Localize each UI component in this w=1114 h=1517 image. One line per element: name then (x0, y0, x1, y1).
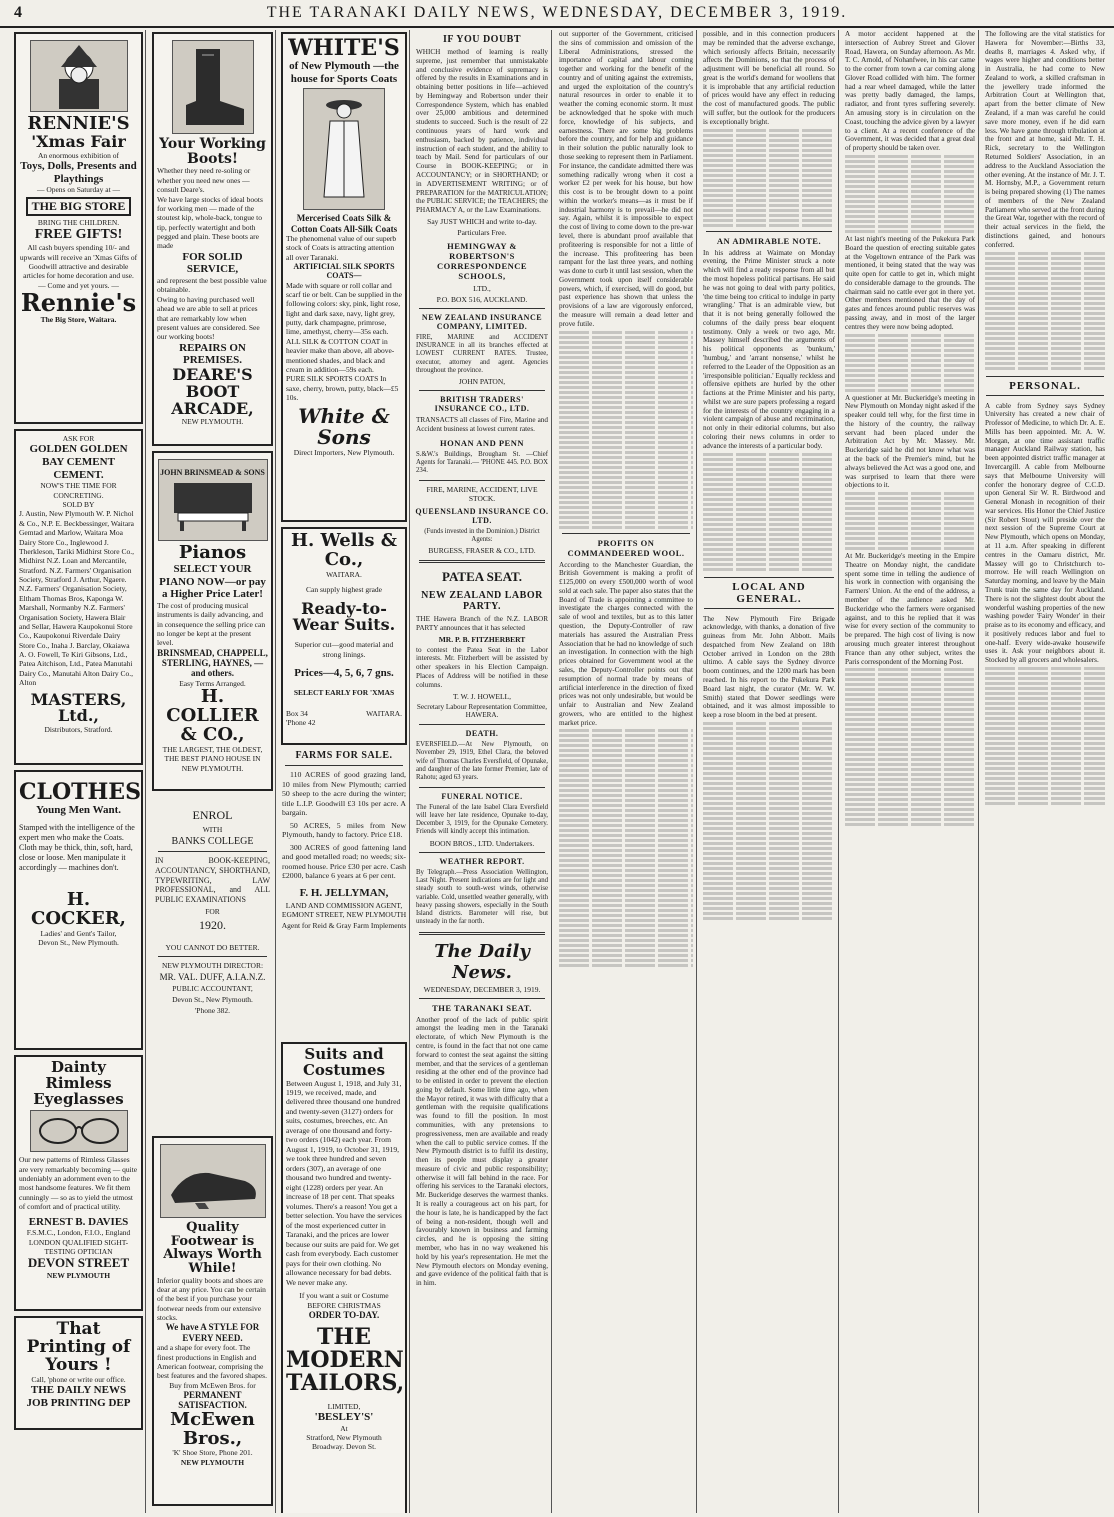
leader-title: THE TARANAKI SEAT. (432, 1002, 532, 1013)
doubt-title: IF YOU DOUBT (442, 34, 522, 45)
mcewen-perm: PERMANENT SATISFACTION. (178, 1390, 247, 1411)
page-number: 4 (14, 4, 22, 21)
deare-title: Your Working Boots! (159, 136, 266, 167)
enrol-with: WITH (202, 825, 223, 834)
davies-qual2: LONDON QUALIFIED SIGHT-TESTING OPTICIAN (28, 1237, 129, 1256)
leader-text: Another proof of the lack of public spirit amongst the leading men in the Taranaki electorate, of which New Plymouth is the centre, is found in the fact that not one came forward to contest the seat against the sitting member, and that the services of a gentleman residing at the other end of the province had to be enlisted in order to prevent the election going by default. Some little time ago, when the Mayor retired, it was with difficulty that a gentleman with the requisite qualifications was found to fill the position. In most communities, with any pretensions to progressiveness, men are available and ready when the call to public service comes. If the New Plymouth district is to fulfil its destiny, then its people must display a greater measure of civic and public responsibility; otherwise it will fall behind in the race. For offering his services to the Taranaki electors, Mr. Buckeridge deserves the warmest thanks. It is really a courageous act on his part, for the hour is late, he is handicapped by the fact of being a non-resident, though well and favourably known in business and farming circles, and he is opposing the sitting member, who has in no way weakened his hold by his year's representation. He met the New Plymouth electors on Monday evening, and gave evidence of the political faith that is in him. (416, 1015, 548, 1288)
patea-cand: MR. P. B. FITZHERBERT (438, 634, 526, 644)
q-ins-text: (Funds invested in the Dominion.) District Agents: (424, 527, 540, 543)
enrol-title: ENROL (192, 808, 233, 822)
duff-phone: 'Phone 382. (194, 1005, 231, 1015)
tailors-foot1: Stratford, New Plymouth (306, 1432, 382, 1442)
pianos-heading: Pianos (178, 542, 247, 563)
white-coats: Mercerised Coats Silk & Cotton Coats All-Silk Coats (290, 213, 398, 234)
wells-supply: Can supply highest grade (305, 585, 383, 595)
white-art: ARTIFICIAL SILK SPORTS COATS— (293, 262, 395, 281)
daily-news-nameplate: The Daily News. (434, 940, 530, 983)
piano-makers: BRINSMEAD, CHAPPELL, STERLING, HAYNES, — and others. (157, 647, 268, 679)
white-pure: PURE SILK SPORTS COATS In saxe, cherry, brown, putty, black—£5 10s. (286, 374, 399, 403)
duff-addr: Devon St., New Plymouth. (172, 994, 253, 1004)
white-allsilk: ALL SILK & COTTON COAT in heavier make than above, all above-mentioned shades, and black and cream in addition—59s each. (286, 336, 395, 374)
davies-name: ERNEST B. DAVIES (28, 1215, 129, 1228)
piano-terms: Easy Terms Arranged. (179, 678, 246, 688)
bt-ins-name: BRITISH TRADERS' INSURANCE CO., LTD. (434, 395, 530, 414)
tailors-foot2: Broadway. Devon St. (311, 1442, 377, 1452)
note-heading: AN ADMIRABLE NOTE. (716, 235, 822, 246)
newspaper-title: THE TARANAKI DAILY NEWS, WEDNESDAY, DECEMBER 3, 1919. (266, 4, 848, 21)
doubt-firm: HEMINGWAY & ROBERTSON'S CORRESPONDENCE SCHOOLS, (436, 240, 528, 281)
park-board-text: At last night's meeting of the Pukekura Park Board the question of erecting suitable gates at the Vogeltown entrance of the Park was mentioned, it being stated that the way was quite open for cattle to get in, which might do considerable damage to the grounds. The chairman said no cattle ever got in there yet. Other members mentioned that the day of gates and fences around public reserves was passing away, and in most of the larger centres they were now being adopted. (845, 234, 975, 331)
nz-ins-text: FIRE, MARINE and ACCIDENT INSURANCE in all its branches effected at LOWEST CURRENT RATES. Trustee, executor, attorney and agent. Agencies throughout the province. (416, 333, 548, 374)
patea-sig2: Secretary Labour Representation Committee, HAWERA. (416, 702, 548, 720)
nz-ins-agent: JOHN PATON, (458, 377, 506, 387)
collier-name: H. COLLIER & CO., (166, 686, 259, 745)
bt-ins-addr: S.&W.'s Buildings, Brougham St. —Chief Agents for Taranaki.— 'PHONE 445. P.O. BOX 234. (416, 450, 548, 475)
jellyman-role: LAND AND COMMISSION AGENT, EGMONT STREET, NEW PLYMOUTH (281, 900, 407, 919)
arbitration-text: A questioner at Mr. Buckeridge's meeting in New Plymouth on Monday night asked if the speaker could tell why, for the first time in the history of the country, the railway servant had been placed under the Arbitration Act by Mr. Massey. Mr. Buckeridge said he did not know what was at the back of the Premier's mind, but he always believed the Act was a good one, and was surprised to learn that there were objections to it. (845, 393, 975, 490)
deare-text2: We have large stocks of ideal boots for working men — made of the stoutest kip, whole-back, tongue to tip, perfectly watertight and both pegged and plain. These boots are made (157, 194, 263, 251)
deare-town: NEW PLYMOUTH. (181, 417, 244, 427)
deare-ad (152, 32, 273, 446)
local-col7-text: A motor accident happened at the intersection of Aubrey Street and Glover Road, Hawera, on Sunday afternoon. As Mr. T. C. Arnold, of Nohanfwee, in his car came to the corner from town a car coming along Glover Road collided with him. The former had a rear wheel damaged, while the latter was pretty badly damaged, the lamps, radiator, and front tyres suffering severely. An amusing story is in circulation on the Coast, touching the advice given by a lawyer to a client. At a recent conference of the Government, it was decided that a great deal of property should be taken over. (845, 30, 975, 153)
farms-title: FARMS FOR SALE. (295, 750, 393, 761)
printing-dept: JOB PRINTING DEP (26, 1396, 131, 1409)
cement-now: NOW'S THE TIME FOR CONCRETING. (40, 481, 117, 500)
davies-town: NEW PLYMOUTH (46, 1271, 111, 1281)
white-ad (281, 32, 407, 522)
white-title: WHITE'S (288, 35, 400, 61)
bt-ins-agent: HONAN AND PENN (440, 437, 524, 448)
davies-street: DEVON STREET (27, 1255, 130, 1271)
deare-repairs: REPAIRS ON PREMISES. (179, 341, 246, 367)
piano-illustration (158, 459, 268, 541)
wells-phone: 'Phone 42 (286, 718, 316, 728)
sports-coat-illustration (303, 88, 385, 210)
mcewen-style: We have A STYLE FOR EVERY NEED. (165, 1322, 260, 1343)
death-heading: DEATH. (465, 729, 499, 739)
duff-role: PUBLIC ACCOUNTANT, (172, 983, 253, 993)
wells-prices: Prices—4, 5, 6, 7 gns. (294, 666, 394, 679)
suits-text: Between August 1, 1918, and July 31, 1919, we received, made, and delivered three thousand one hundred and twenty-seven (3127) orders for suits, costumes, breeches, etc. An average of one thousand and forty-two orders (1042) each year. From August 1, 1919, to October 31, 1919, we took three hundred and seven orders (307), an average of one thousand two hundred and twenty-eight (1228) orders per year. An increase of 18 per cent. That speaks volumes. There's a reason! You get a better selection. You have the services of the most experienced cutter in Taranaki, and the prices are lower because our suits are paid for. We get cash from everybody. Each customer pays for their own clothing. No allowance necessary for bad debts. We never make any. (286, 1078, 402, 1287)
rennie-name: Rennie's (20, 288, 137, 318)
deare-text3: and represent the best possible value obtainable. (157, 276, 267, 295)
cocker-role: Ladies' and Gent's Tailor, (40, 928, 117, 938)
mcewen-text: Inferior quality boots and shoes are dear at any price. You can be certain of the best if you purchase your footwear needs from our extensive stocks. (157, 1275, 266, 1323)
eyeglass-title: Dainty Rimless Eyeglasses (33, 1058, 124, 1108)
eyeglass-text: Our new patterns of Rimless Glasses are very remarkably becoming — quite undeniably an adornment even to the most handsome features. We fit them cunningly — so as to yield the utmost of comfort and of practical utility. (19, 1155, 138, 1212)
leader-date: WEDNESDAY, DECEMBER 3, 1919. (423, 984, 541, 994)
funeral-heading: FUNERAL NOTICE. (441, 791, 523, 801)
wool-text: According to the Manchester Guardian, the British Government is making a profit of £125,000 on every £500,000 worth of wool sold at each sale. The paper also states that the Board of Trade is appointing a committee to investigate the charges connected with the sale of wool and textiles, but as to this latter question, the Deputy-Controller of raw materials has assured the Australian Press Association that he had no knowledge of such an investigation. In connection with the high prices obtained for Government wool at the sales, the Deputy-Controller points out that resumption of normal trade by means of artificial interference in the direction of fixed prices was not only undesirable, but would be unfair to Australian and New Zealand growers, who are entitled to the highest market price. (559, 560, 693, 727)
working-boot-illustration (172, 40, 254, 134)
tailors-ltd: LIMITED, (327, 1401, 361, 1411)
column-1 (12, 30, 146, 1513)
funeral-notice: The Funeral of the late Isabel Clara Eversfield will leave her late residence, Opunake to-day, December 3, 1919, for the Opunake Cemetery. Friends will kindly accept this intimation. (416, 803, 548, 836)
printing-paper: THE DAILY NEWS (30, 1383, 127, 1396)
brinsmead-sign: JOHN BRINSMEAD & SONS (160, 467, 265, 477)
deare-text4: Owing to having purchased well ahead we are able to sell at prices that are remarkably low when present values are considered. See our working boots! (157, 294, 260, 342)
collier-tag: THE LARGEST, THE OLDEST, THE BEST PIANO HOUSE IN NEW PLYMOUTH. (162, 744, 263, 773)
cement-product: GOLDEN GOLDEN BAY CEMENT CEMENT. (29, 443, 128, 481)
masters-name: MASTERS, Ltd., (30, 689, 127, 726)
rennie-bring: BRING THE CHILDREN. (37, 217, 120, 227)
duff-name: MR. VAL. DUFF, A.I.A.N.Z. (159, 971, 266, 982)
wells-select: SELECT EARLY FOR 'XMAS (293, 687, 395, 697)
enrol-college: BANKS COLLEGE (171, 836, 254, 847)
rennie-foot: The Big Store, Waitara. (40, 315, 117, 325)
white-text: The phenomenal value of our superb stock of Coats is attracting attention all over Taranaki. (286, 234, 397, 262)
mcewen-shop: 'K' Shoe Store, Phone 201. (172, 1448, 253, 1458)
brinsmead-ad (152, 451, 273, 791)
weather-report: By Telegraph.—Press Association Wellington, Last Night. Present indications are for light and steady south to south-west winds, otherwise variable. Cold, unsettled weather generally, with heavy passing showers, especially in the South Island districts. Barometer will rise, but unsteady in the far north. (416, 868, 548, 926)
column-5 (556, 30, 697, 1513)
patea-sig: T. W. J. HOWELL, (453, 691, 511, 701)
rennie-opens: — Opens on Saturday at — (36, 185, 121, 195)
note-text: In his address at Waimate on Monday evening, the Prime Minister struck a note which will find a ready response from all but the most hopeless political partisans. He said he was not going to deal with party politics, 'the time being too critical to indulge in party wrangling.' That is an admirable view, but that it is not being generally followed the columns of the daily press bear eloquent testimony. Only a week or two ago, Mr. Massey himself described the arguments of his political opponents as 'bunkum,' 'humbug,' and 'arrant nonsense,' whilst he referred to the Leader of the Opposition as an 'irresponsible politician.' Equally reckless and offensive epithets are hurled by the other factions at the Prime Minister and his party, whilst we are sure papers professing a regard for the interests of the country engaging in a violent campaign of abuse and recrimination, not only in their editorial columns, but also coloring their news columns in order to advance the interests of a particular body. (703, 248, 835, 450)
wool-continued: possible, and in this connection producers may be reminded that the adverse exchange, which seriously affects Britain, necessarily affects the Dominions, so that the process of adjustment will be beneficial all round. So great is the world's demand for woollens that it is improbable that any artificial reduction of prices would have any effect in reducing the cost of manufactured goods. The public will suffer, but the outlook for the producers is exceptionally bright. (703, 30, 835, 126)
farm-1: 110 ACRES of good grazing land, 10 miles from New Plymouth; carried 50 sheep to the acre during the winter; title L.I.P. Goodwill £3 10s per acre. A bargain. (282, 770, 406, 817)
patea-text2: to contest the Patea Seat in the Labor interests. Mr. Fitzherbert will be assisted by other speakers in his Election Campaign. Places of Address will be notified in these columns. (416, 645, 548, 689)
clothes-ad (14, 770, 143, 1050)
cement-ask: ASK FOR (62, 434, 95, 443)
white-sub: of New Plymouth —the house for Sports Coats (289, 60, 399, 85)
printing-ad (14, 1316, 143, 1430)
q-ins-classes: FIRE, MARINE, ACCIDENT, LIVE STOCK. (426, 484, 538, 503)
column-2 (150, 30, 276, 1513)
rennie-title: RENNIE'S (27, 113, 130, 134)
wells-text: Superior cut—good material and strong linings. (294, 640, 394, 659)
printing-call: Call, 'phone or write our office. (31, 1374, 126, 1384)
personal-heading: PERSONAL. (986, 376, 1104, 396)
deare-text1: Whether they need re-soling or whether you need new ones — consult Deare's. (157, 166, 251, 195)
local-general-heading: LOCAL AND GENERAL. (704, 577, 834, 609)
doubt-addr: P.O. BOX 516, AUCKLAND. (436, 294, 528, 304)
column-4 (413, 30, 552, 1513)
q-ins-name: QUEENSLAND INSURANCE CO. LTD. (415, 506, 549, 525)
tailors-besley: 'BESLEY'S' (314, 1410, 374, 1423)
patea-sub: NEW ZEALAND LABOR PARTY. (421, 590, 543, 613)
enrol-notice (150, 796, 275, 1134)
vital-statistics-text: The following are the vital statistics for Hawera for November:—Births 33, deaths 8, marriages 4. Asked why, if wages were higher and conditions better in Australia, he had come to New Zealand to work, a skilled craftsman in the jewellery trade informed the Arbitration Court at Wellington that, apart from the better climate of New Zealand, if a man was careful he could save more money, even if he did earn less. We have gone through tribulation at the front and at home, said Mr. T. H. Rick, secretary to the Wellington Returned Soldiers' Association, in an address to the Auckland Association the other evening. At the instance of Mr. J. T. M. Hornsby, M.P., a Government return is being prepared showing (1) The names of members of the New Zealand Parliament who served at the front during the Great War, together with the record of their actual services in the field, the distinctions gained, and honours conferred. (985, 30, 1105, 249)
personal-text: A cable from Sydney says Sydney University has created a new chair of Professor of Medicine, to which Dr. A. E. Mills has been appointed. Mr. A. W. Morgan, at one time assistant traffic manager Auckland Railway station, has been appointed district traffic manager at Invercargill. A cable from Melbourne says that Melbourne University will confer the honorary degree of C.C.D. upon General Sir W. R. Birdwood and General Monash in recognition of their war services. His Honor the Chief Justice (Sir Robert Stout) will preside over the next session of the Supreme Court at New Plymouth, which opens on Monday, at 11 a.m. After speaking in different centres in the Oamaru district, Mr. Massey will go to Christchurch to-morrow. He will reach Wellington on Saturday morning, and leave by the Main Trunk train the same day for Auckland. There is not the slightest doubt about the wonderful washing properties of the new washing powder 'Fairy Wonder' in their praise as to its economy and efficacy, and it positively reduces labor and fuel to one-half. Every wide-awake housewife uses it. Ask your neighbors about it. Stocked by all grocers and wholesalers. (985, 401, 1105, 665)
doubt-text: WHICH method of learning is really supreme, just remember that unmistakable and conclusive evidence of supremacy is offered by the results in Examinations and in obtaining better positions in life—achieved by Hemingway and Robertson under their Correspondence System, which has enabled over 25,000 ambitious and determined students to succeed. Such is the result of 22 continuous years of hard work and enthusiasm, backed by patience, individual instruction of each student, and the ability to teach by Mail. Send for particulars of our Course in BOOK-KEEPING; or in ACCOUNTANCY; or in SHORTHAND; or in ADVERTISEMENT WRITING; or of PREPARATION for the MATRICULATION; the PUBLIC SERVICE; the TEACHERS; the PHARMACY A, or the Law Examinations. (416, 48, 548, 215)
patea-title: PATEA SEAT. (442, 569, 522, 585)
farms-notice (279, 750, 409, 1040)
modern-tailors-name: THE MODERN TAILORS, (286, 1324, 405, 1397)
wells-name: H. Wells & Co., (290, 530, 398, 570)
big-store-label: THE BIG STORE (26, 197, 132, 216)
wells-town: WAITARA. (326, 569, 362, 579)
column-6 (700, 30, 839, 1513)
masthead (0, 0, 1114, 28)
column-7 (842, 30, 979, 1513)
enrol-cannot: YOU CANNOT DO BETTER. (165, 942, 260, 952)
local-text: The New Plymouth Fire Brigade acknowledge, with thanks, a donation of five guineas from Mr. John Abbott. Mails despatched from New Zealand on 18th October arrived in London on the 28th ultimo. A cable says the Sydney divorce boom continues, and the 1200 mark has been reached. In his report to the Pukekura Park Board last night, the curator (Mr. W. W. Smith) stated that Dower seedlings were obtained, and it was almost impossible to keep a rose bloom in the bed at present. (703, 614, 835, 720)
death-notice: EVERSFIELD.—At New Plymouth, on November 29, 1919, Ethel Clara, the beloved wife of Thomas Charles Eversfield, of Opunake, and daughter of the late former Premier, late of Rahotu; aged 63 years. (416, 741, 548, 782)
mcewen-ad (152, 1136, 273, 1506)
mcewen-name: McEwen Bros., (170, 1408, 255, 1449)
enrol-text: IN BOOK-KEEPING, ACCOUNTANCY, SHORTHAND, TYPEWRITING, LAW PROFESSIONAL, and ALL PUBLIC EXAMINATIONS (155, 856, 270, 904)
eyeglasses-illustration (30, 1110, 128, 1152)
buckeridge-meeting-text: At Mr. Buckeridge's meeting in the Empire Theatre on Monday night, the candidate spent some time in telling the audience of his work in connection with organising the Farmers' Union. At the end of the address, a member of the audience asked Mr. Buckeridge who the farmers were organised against, and to this he replied that it was wise for every section of the community to be prepared. The high cost of living is now arousing much greater interest throughout France than any other subject, writes the Paris correspondent of the Morning Post. (845, 552, 975, 666)
enrol-year: 1920. (199, 917, 226, 932)
leader-continued: out supporter of the Government, criticised the sins of commission and omission of the Liberal Administrations, stressed the importance of capital and labour coming together and working for the benefit of the country and of uniting against the extremists, and urged the exploitation of the country's natural resources in order to enable it to weather the coming economic storm. It must be acknowledged that he spoke with much force, knowledge of his subjects, and earnestness. There are some big problems before the country, and for help and guidance in their solution the public naturally look to those seeking to represent them in Parliament. For instance, the candidate admitted there was something radically wrong when it cost a worker £2 per week for his house, but how this cost is to be brought down to a point within the worker's means—as it must be if industrial harmony is to prevail—he did not say. Again, whilst it is impossible to expect the cost of living to come down to the pre-war level, there is abundant proof available that profiteering is responsible for not a little of the increase. This profiteering has been rampant for the last three years, and nothing was done to curb it until last session, when the Government took upon itself considerable powers, which, if exercised, will do good, but past experience has shown that unless the provisions of a law are vigorously enforced, the measure will remain a dead letter and prove futile. (559, 30, 693, 328)
mcewen-town: NEW PLYMOUTH (180, 1457, 245, 1467)
santa-illustration (30, 40, 128, 112)
bt-ins-text: TRANSACTS all classes of Fire, Marine and Accident business at lowest current rates. (416, 416, 548, 434)
weather-heading: WEATHER REPORT. (439, 856, 525, 866)
rennie-ad (14, 32, 143, 424)
wells-ad (281, 527, 407, 745)
clothes-text: Stamped with the intelligence of the expert men who make the Coats. Cloth may be thick, thin, soft, hard, close or loose. Men manipulate it accordingly — machines don't. (19, 822, 135, 872)
enrol-director: NEW PLYMOUTH DIRECTOR: (161, 960, 264, 970)
masters-dist: Distributors, Stratford. (44, 725, 113, 735)
enrol-for: FOR (205, 906, 220, 916)
piano-select: SELECT YOUR PIANO NOW—or pay a Higher Price Later! (159, 562, 266, 601)
q-ins-agent: BURGESS, FRASER & CO., LTD. (428, 546, 536, 556)
cocker-name: H. COCKER, (31, 888, 126, 929)
suits-order2: ORDER TO-DAY. (308, 1309, 380, 1320)
modern-tailors-ad (281, 1042, 407, 1513)
suits-order: If you want a suit or Costume BEFORE CHRISTMAS (299, 1291, 389, 1310)
shoe-illustration (160, 1144, 266, 1218)
mcewen-title: Quality Footwear is Always Worth While! (163, 1220, 262, 1276)
mcewen-text2: and a shape for every foot. The finest productions in English and American footwear, comprising the best features and the favored shapes. (157, 1343, 267, 1381)
farm-2: 50 ACRES, 5 miles from New Plymouth, handy to factory. Price £18. (282, 820, 406, 839)
white-foot: Direct Importers, New Plymouth. (293, 448, 395, 458)
cement-stockists: J. Austin, New Plymouth W. P. Nichol & Co., N.P. E. Beckbessinger, Waitara Gemtad and Marlow, Waitara Moa Dairy Store Co., Inglewood J. Therkleson, Tariki Midhirst Store Co., Midhirst N.Z. Loan and Mercantile, Stratford. N.Z. Farmers' Organisation Society, Stratford J. Arthur, Ngaere. N.Z. Farmers' Organisation Society, Eltham Thomas Bros, Kaponga W. Marshall, Normanby N.Z. Farmers' Organisation Society, Hawera Blair and Sellar, Hawera Kaupokonui Store Co., Kaupokonui Riverdale Dairy Store Co., Inaha J. Barclay, Okaiawa A. O. Fowell, Te Kiri Gibsons, Ltd., Patea Aitchison, Ltd., Patea Manutahi Dairy Co., Manutahi Alton Dairy Co., Alton (19, 509, 134, 688)
doubt-partic: Particulars Free. (457, 227, 507, 237)
column-8 (982, 30, 1108, 1513)
white-name: White & Sons (298, 404, 390, 450)
suits-title: Suits and Costumes (302, 1045, 386, 1079)
wells-town2: WAITARA. (366, 708, 402, 718)
eyeglass-ad (14, 1055, 143, 1311)
deare-name: DEARE'S BOOT ARCADE, (171, 364, 254, 418)
mcewen-buy: Buy from McEwen Bros. for (169, 1380, 256, 1390)
rennie-goods: Toys, Dolls, Presents and Playthings (20, 160, 137, 185)
wells-box: Box 34 (286, 708, 308, 718)
jellyman-foot: Agent for Reid & Gray Farm Implements (281, 920, 407, 930)
doubt-ltd: LTD., (473, 283, 491, 293)
farm-3: 300 ACRES of good fattening land and good metalled road; no weeds; six-roomed house. Price £30 per acre. Cash £2000, balance 6 years at 6 per cent. (282, 842, 406, 880)
wool-heading: PROFITS ON COMMANDEERED WOOL. (567, 537, 685, 558)
cement-sold: SOLD BY (62, 500, 95, 510)
wells-suits: Ready-to-Wear Suits. (292, 598, 396, 635)
xmas-fair-heading: 'Xmas Fair (31, 131, 126, 151)
cocker-addr: Devon St., New Plymouth. (38, 937, 119, 947)
funeral-sig: BOON BROS., LTD. Undertakers. (429, 838, 535, 848)
white-text2: Made with square or roll collar and scarf tie or belt. Can be supplied in the following colors: sky, pink, light rose, light and dark saxe, navy, light grey, putty, dark champagne, primrose, lime, amethyst, cherry—35s each. (286, 280, 403, 337)
doubt-say: Say JUST WHICH and write to-day. (427, 216, 537, 226)
clothes-title: CLOTHES (19, 779, 141, 805)
tailors-at: At (340, 1423, 348, 1433)
patea-text: THE Hawera Branch of the N.Z. LABOR PARTY announces that it has selected (416, 615, 548, 632)
davies-quals: F.S.M.C., London, F.I.O., England (26, 1228, 131, 1238)
printing-title: That Printing of Yours ! (26, 1319, 131, 1375)
nz-ins-name: NEW ZEALAND INSURANCE COMPANY, LIMITED. (421, 312, 543, 331)
rennie-line1: An enormous exhibition of (37, 150, 120, 160)
clothes-sub: Young Men Want. (35, 804, 122, 817)
piano-text: The cost of producing musical instruments is daily advancing, and in consequence the selling price can no longer be kept at the present level. (157, 600, 266, 648)
free-gifts-heading: FREE GIFTS! (34, 227, 123, 243)
jellyman-name: F. H. JELLYMAN, (299, 886, 389, 899)
cement-ad (14, 429, 143, 765)
column-3 (279, 30, 410, 1513)
free-gifts-text: All cash buyers spending 10/- and upwards will receive an 'Xmas Gifts of Goodwill attractive and desirable articles for home decoration and use. — Come and yet yours. — (19, 243, 138, 290)
deare-solid: FOR SOLID SERVICE, (182, 250, 243, 276)
